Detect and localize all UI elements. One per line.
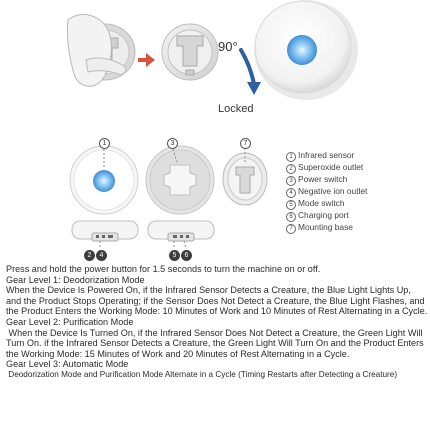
gear1-title: Gear Level 1: Deodorization Mode [6,274,145,285]
installation-illustration [0,0,430,140]
rotation-arrow [241,50,254,84]
mount-base-image [162,24,218,80]
description-text [6,264,428,380]
legend-item: 7 Mounting base [286,222,367,234]
side-view-right [148,221,214,249]
gear3-text: Deodorization Mode and Purification Mode Alternate in a Cycle (Timing Restarts after Detecting a Creature) [6,369,398,379]
marker-5: 5 [169,250,180,261]
marker-7: 7 [240,138,251,149]
side-view-left [72,221,138,249]
legend-item: 4 Negative ion outlet [286,186,367,198]
parts-legend [286,150,367,234]
marker-2: 2 [84,250,95,261]
mounted-device [254,0,358,100]
rotation-angle-label: 90° [218,39,238,54]
marker-4: 4 [96,250,107,261]
legend-item: 2 Superoxide outlet [286,162,367,174]
marker-6: 6 [181,250,192,261]
mount-base-view [223,148,267,205]
gear2-title: Gear Level 2: Purification Mode [6,316,134,327]
gear3-title: Gear Level 3: Automatic Mode [6,359,129,370]
power-instruction: Press and hold the power button for 1.5 seconds to turn the machine on or off. [6,264,321,274]
legend-item: 1 Infrared sensor [286,150,367,162]
legend-item: 3 Power switch [286,174,367,186]
gear2-text: When the Device Is Turned On, if the Infrared Sensor Does Not Detect a Creature, the Green Light Will Turn On. if the Infrared Sensor Detects a Creature, the Green Light Will Turn On and the Product Enters the Working Mode: 15 Minutes of Work and 20 Minutes of Rest Alternating in a Cycle. [6,327,427,359]
legend-item: 6 Charging port [286,210,367,222]
parts-diagram [0,135,285,265]
marker-1: 1 [99,138,110,149]
gear1-text: When the Device Is Powered On, if the Infrared Sensor Detects a Creature, the Blue Light Lights Up, and the Product Stops Operating; if the Sensor Does Not Detect a Creature, the Blue Light Flashes, and the Product Enters the Working Mode: 10 Minutes of Work and 10 Minutes of Rest Alternating in a Cycle. [6,285,428,317]
marker-3: 3 [167,138,178,149]
legend-item: 5 Mode switch [286,198,367,210]
mount-with-hand [67,15,135,87]
next-step-arrow [138,53,155,67]
front-view [70,146,138,214]
locked-label: Locked [218,103,254,115]
back-view [146,146,214,214]
